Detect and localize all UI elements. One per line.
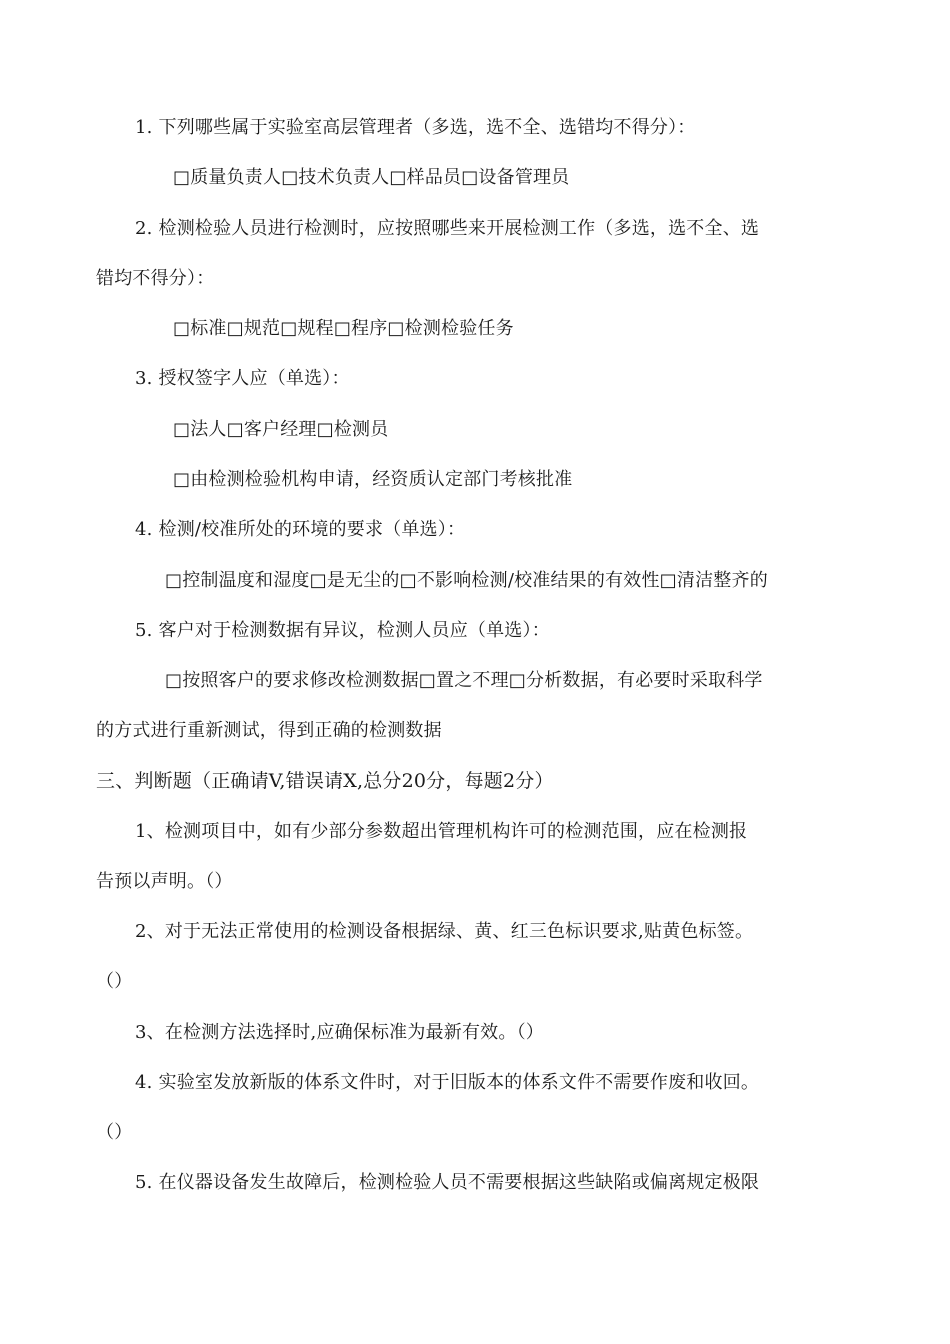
question-4-text: 4. 检测/校准所处的环境的要求（单选）： [135, 519, 466, 540]
tf-item-1-line1: 1、检测项目中，如有少部分参数超出管理机构许可的检测范围，应在检测报 [135, 821, 748, 842]
tf-item-5-line1: 5. 在仪器设备发生故障后，检测检验人员不需要根据这些缺陷或偏离规定极限 [135, 1172, 760, 1193]
question-4-options: □控制温度和湿度□是无尘的□不影响检测/校准结果的有效性□清洁整齐的 [165, 570, 768, 591]
question-3-options-line1: □法人□客户经理□检测员 [173, 419, 389, 440]
question-2-options: □标准□规范□规程□程序□检测检验任务 [173, 318, 514, 339]
question-2-text-line1: 2. 检测检验人员进行检测时，应按照哪些来开展检测工作（多选，选不全、选 [135, 218, 760, 239]
tf-item-4-line2: （） [96, 1122, 133, 1143]
question-2-text-line2: 错均不得分）： [96, 268, 215, 289]
tf-item-3-line1: 3、在检测方法选择时,应确保标准为最新有效。（） [135, 1022, 544, 1043]
question-5-text: 5. 客户对于检测数据有异议，检测人员应（单选）： [135, 620, 550, 641]
question-1-options: □质量负责人□技术负责人□样品员□设备管理员 [173, 167, 570, 188]
tf-item-4-line1: 4. 实验室发放新版的体系文件时，对于旧版本的体系文件不需要作废和收回。 [135, 1072, 760, 1093]
tf-item-1-line2: 告预以声明。（） [96, 871, 233, 892]
question-5-options-line1: □按照客户的要求修改检测数据□置之不理□分析数据，有必要时采取科学 [165, 670, 763, 691]
question-5-options-line2: 的方式进行重新测试，得到正确的检测数据 [96, 720, 442, 741]
section-three-heading: 三、判断题（正确请V,错误请X,总分20分，每题2分） [96, 770, 554, 792]
tf-item-2-line2: （） [96, 971, 133, 992]
question-3-options-line2: □由检测检验机构申请，经资质认定部门考核批准 [173, 469, 573, 490]
tf-item-2-line1: 2、对于无法正常使用的检测设备根据绿、黄、红三色标识要求,贴黄色标签。 [135, 921, 754, 942]
question-3-text: 3. 授权签字人应（单选）： [135, 368, 350, 389]
question-1-text: 1. 下列哪些属于实验室高层管理者（多选，选不全、选错均不得分）： [135, 117, 696, 138]
